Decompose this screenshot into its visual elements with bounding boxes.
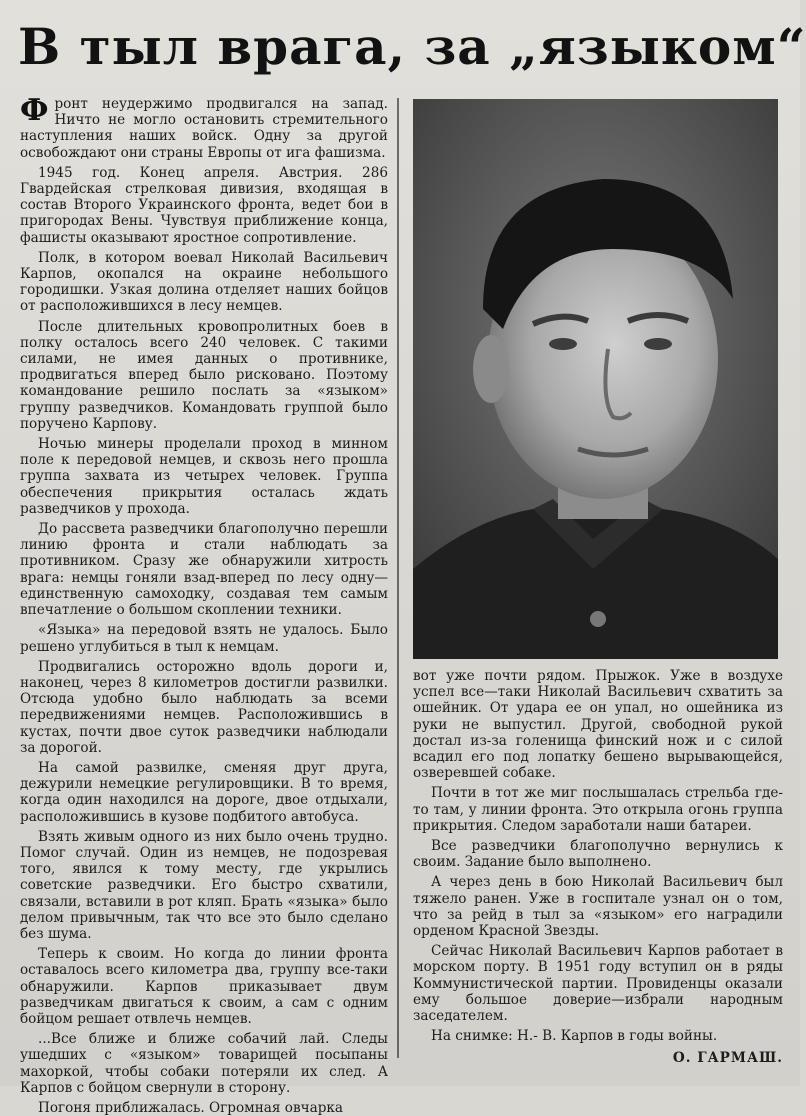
paragraph-1-text: ронт неудержимо продвигался на запад. Ничто не могло остановить стремительного наступления наших войск. Одну за другой освобождают они страны Европы от ига фашизма. [20,96,388,161]
paragraph-7: «Языка» на передовой взять не удалось. Было решено углубиться в тыл к немцам. [20,622,388,655]
paragraph-10: Взять живым одного из них было очень трудно. Помог случай. Один из немцев, не подозревая того, явился к тому месту, где укрылись советские разведчики. Его быстро схватили, связали, вставили в рот кляп. Брать «языка» было делом привычным, так что все это было сделано без шума. [20,828,388,942]
paragraph-5: Ночью минеры проделали проход в минном поле к передовой немцев, и сквозь него прошла группа захвата из четырех человек. Группа обеспечения прикрытия осталась ждать разведчиков у прохода. [20,436,388,517]
portrait-illustration [413,99,778,659]
paragraph-16: Все разведчики благополучно вернулись к своим. Задание было выполнено. [413,838,783,871]
right-column [413,668,783,1078]
left-column [20,93,388,1116]
paragraph-3: Полк, в котором воевал Николай Васильевич Карпов, окопался на окраине небольшого городишки. Узкая долина отделяет наших бойцов от расположившихся в лесу немцев. [20,249,388,315]
paragraph-12: ...Все ближе и ближе собачий лай. Следы ушедших с «языком» товарищей посыпаны махоркой, чтобы собаки потеряли их след. А Карпов с бойцом свернули в сторону. [20,1031,388,1096]
paragraph-14: вот уже почти рядом. Прыжок. Уже в воздухе успел все—таки Николай Васильевич схватить за ошейник. От удара ее он упал, но ошейника из руки не выпустил. Другой, свободной рукой достал из-за голенища финский нож и с силой всадил его под лопатку бешено вырывающейся, озверевшей собаке. [413,668,783,782]
drop-cap: Ф [20,93,49,128]
paragraph-18: Сейчас Николай Васильевич Карпов работает в морском порту. В 1951 году вступил он в ряды Коммунистической партии. Провиденцы оказали ему большое доверие—избрали народным заседателем. [413,943,783,1025]
author-signature: О. ГАРМАШ. [672,1050,783,1067]
column-divider [397,98,399,1058]
paragraph-2: 1945 год. Конец апреля. Австрия. 286 Гвардейская стрелковая дивизия, входящая в состав Второго Украинского фронта, ведет бои в пригородах Вены. Чувствуя приближение конца, фашисты оказывают яростное сопротивление. [20,164,388,246]
paragraph-13: Погоня приближалась. Огромная овчарка [38,1099,344,1116]
paragraph-1 [20,93,388,161]
photo-caption: На снимке: Н.- В. Карпов в годы войны. [431,1028,718,1045]
paragraph-4: После длительных кровопролитных боев в полку осталось всего 240 человек. С такими силами, не имея данных о противнике, продвигаться вперед было рисковано. Поэтому командование решило послать за «языком» группу разведчиков. Командовать группой было поручено Карпову. [20,318,388,432]
paragraph-6: До рассвета разведчики благополучно перешли линию фронта и стали наблюдать за противником. Сразу же обнаружили хитрость врага: немцы гоняли взад-вперед по лесу одну—единственную самоходку, создавая тем самым впечатление о большом скоплении техники. [20,521,388,619]
portrait-photo [413,99,778,659]
paragraph-17: А через день в бою Николай Васильевич был тяжело ранен. Уже в госпитале узнал он о том, что за рейд в тыл за «языком» его наградили орденом Красной Звезды. [413,874,783,940]
article-headline: В тыл врага, за „языком“ [18,17,806,76]
paragraph-11: Теперь к своим. Но когда до линии фронта оставалось всего километра два, группу все-таки обнаружили. Карпов приказывает двум разведчикам двигаться к своим, а сам с одним бойцом решает отвлечь немцев. [20,946,388,1027]
paragraph-9: На самой развилке, сменяя друг друга, дежурили немецкие регулировщики. В то время, когда один находился на дороге, двое отдыхали, расположившись в кузове подбитого автобуса. [20,759,388,825]
paragraph-15: Почти в тот же миг послышалась стрельба где-то там, у линии фронта. Это открыла огонь группа прикрытия. Следом заработали наши батареи. [413,785,783,834]
paragraph-8: Продвигались осторожно вдоль дороги и, наконец, через 8 километров достигли развилки. Отсюда удобно было наблюдать за всеми передвижениями немцев. Расположившись в кустах, почти двое суток разведчики наблюдали за дорогой. [20,658,388,756]
